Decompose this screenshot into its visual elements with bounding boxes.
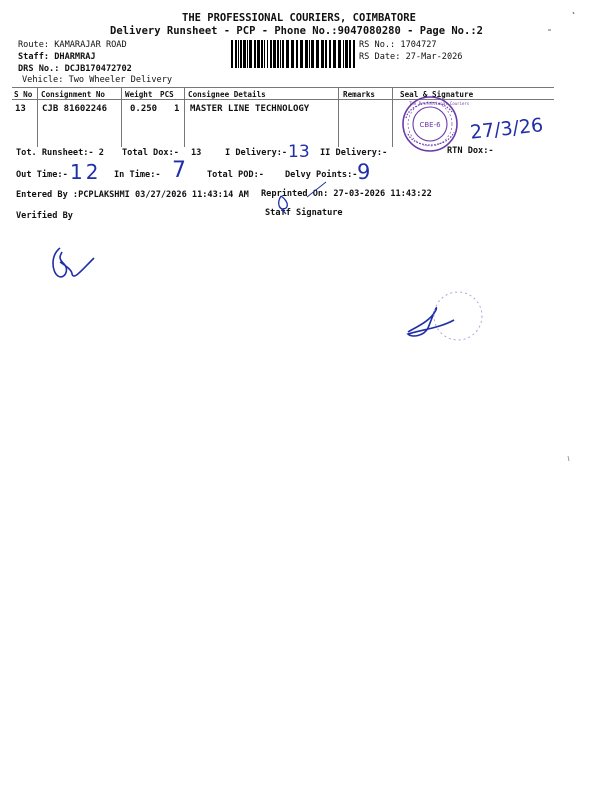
col-divider [121, 87, 122, 147]
th-seal-signature: Seal & Signature [400, 90, 474, 99]
delvy-points-handwriting: 9 [357, 160, 371, 184]
col-divider [338, 87, 339, 147]
entered-by: Entered By :PCPLAKSHMI 03/27/2026 11:43:14 AM [16, 190, 249, 200]
i-delivery-handwriting: 13 [288, 142, 310, 162]
th-consignment: Consignment No [41, 90, 106, 99]
stamp-code: CBE-6 [419, 121, 441, 129]
in-time-handwriting: 7 [172, 158, 186, 183]
total-dox-value: 13 [191, 148, 202, 158]
drs-number: DRS No.: DCJB170472702 [18, 64, 132, 74]
cell-pcs: 1 [174, 104, 180, 114]
in-time-label: In Time:- [114, 170, 161, 180]
th-weight: Weight [125, 90, 153, 99]
cell-consignment: CJB 81602246 [42, 104, 108, 114]
rs-number: RS No.: 1704727 [359, 40, 437, 50]
cell-sno: 13 [15, 104, 26, 114]
th-pcs: PCS [160, 90, 174, 99]
cell-weight: 0.250 [130, 104, 158, 114]
seal-date-handwriting: 27/3/26 [469, 114, 545, 144]
col-divider [184, 87, 185, 147]
verified-by: Verified By [16, 211, 73, 221]
staff: Staff: DHARMRAJ [18, 52, 96, 62]
col-divider [392, 87, 393, 147]
ii-delivery-label: II Delivery:- [320, 148, 388, 158]
route: Route: KAMARAJAR ROAD [18, 40, 127, 50]
th-consignee: Consignee Details [188, 90, 266, 99]
col-divider [37, 87, 38, 147]
rs-date: RS Date: 27-Mar-2026 [359, 52, 463, 62]
i-delivery-label: I Delivery:- [225, 148, 288, 158]
company-title: THE PROFESSIONAL COURIERS, COIMBATORE [182, 12, 416, 24]
cell-consignee: MASTER LINE TECHNOLOGY [190, 104, 310, 114]
table-top-border [12, 87, 554, 88]
total-dox-label: Total Dox:- [122, 148, 179, 158]
vehicle: Vehicle: Two Wheeler Delivery [22, 75, 173, 85]
th-sno: S No [14, 90, 33, 99]
out-time-label: Out Time:- [16, 170, 68, 180]
th-remarks: Remarks [343, 90, 376, 99]
out-time-handwriting: 12 [70, 160, 102, 184]
rtn-dox-label: RTN Dox:- [447, 146, 494, 156]
tot-runsheet: Tot. Runsheet:- 2 [16, 148, 104, 158]
total-pod-label: Total POD:- [207, 170, 264, 180]
reprinted-on: Reprinted On: 27-03-2026 11:43:22 [261, 189, 432, 199]
runsheet-subtitle: Delivery Runsheet - PCP - Phone No.:9047080280 - Page No.:2 [110, 25, 483, 37]
staff-signature-label: Staff Signature [265, 208, 343, 218]
stamp-text: The Professional Couriers [409, 101, 470, 106]
delvy-points-label: Delvy Points:- [285, 170, 358, 180]
